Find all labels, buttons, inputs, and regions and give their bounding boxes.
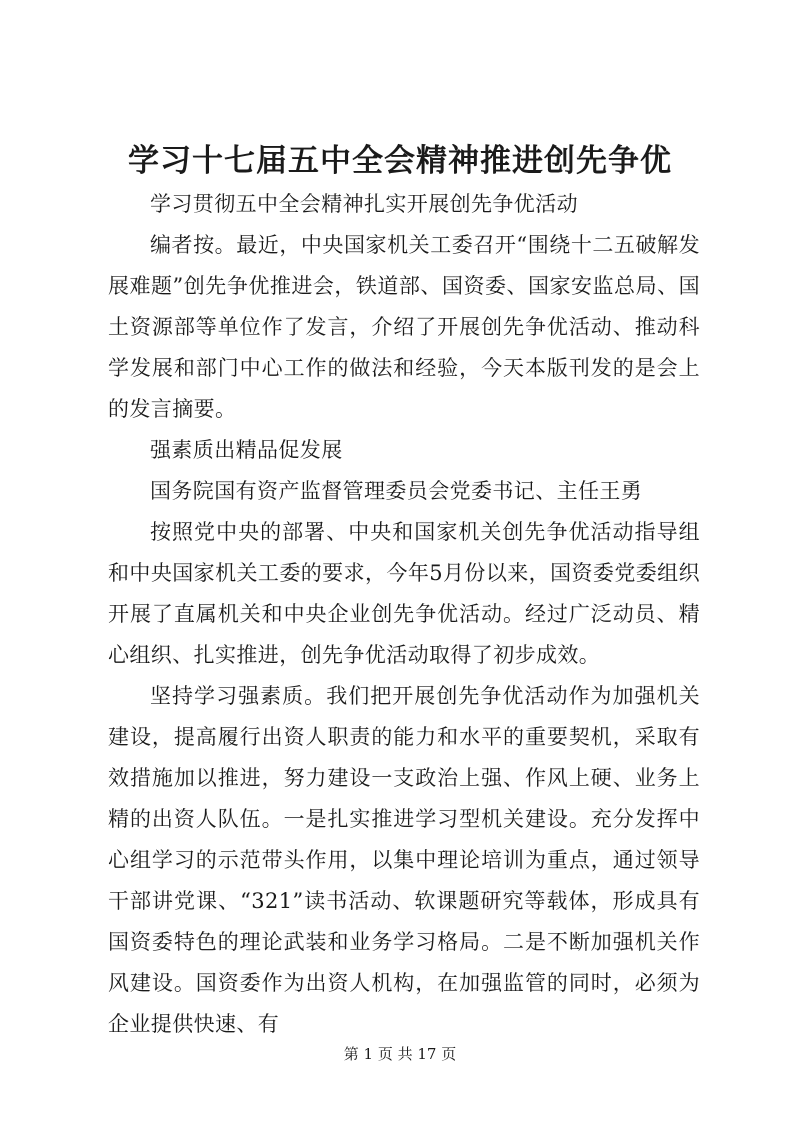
editor-note-paragraph: 编者按。最近，中央国家机关工委召开“围绕十二五破解发展难题”创先争优推进会，铁道部、国资委、国家安监总局、国土资源部等单位作了发言，介绍了开展创先争优活动、推动科学发展和部门中心工作的做法和经验，今天本版刊发的是会上的发言摘要。	[108, 233, 700, 421]
subtitle-paragraph: 学习贯彻五中全会精神扎实开展创先争优活动	[150, 192, 578, 216]
author-line: 国务院国有资产监督管理委员会党委书记、主任王勇	[150, 479, 643, 503]
document-body	[108, 184, 700, 1045]
page-number-footer: 第 1 页 共 17 页	[343, 1045, 457, 1063]
body-paragraph: 坚持学习强素质。我们把开展创先争优活动作为加强机关建设，提高履行出资人职责的能力和水平的重要契机，采取有效措施加以推进，努力建设一支政治上强、作风上硬、业务上精的出资人队伍。一是扎实推进学习型机关建设。充分发挥中心组学习的示范带头作用，以集中理论培训为重点，通过领导干部讲党课、“321”读书活动、软课题研究等载体，形成具有国资委特色的理论武装和业务学习格局。二是不断加强机关作风建设。国资委作为出资人机构，在加强监管的同时，必须为企业提供快速、有	[108, 684, 700, 1036]
document-title: 学习十七届五中全会精神推进创先争优	[128, 143, 672, 179]
section-heading: 强素质出精品促发展	[150, 438, 343, 462]
body-paragraph: 按照党中央的部署、中央和国家机关创先争优活动指导组和中央国家机关工委的要求，今年5月份以来，国资委党委组织开展了直属机关和中央企业创先争优活动。经过广泛动员、精心组织、扎实推进，创先争优活动取得了初步成效。	[108, 520, 700, 667]
